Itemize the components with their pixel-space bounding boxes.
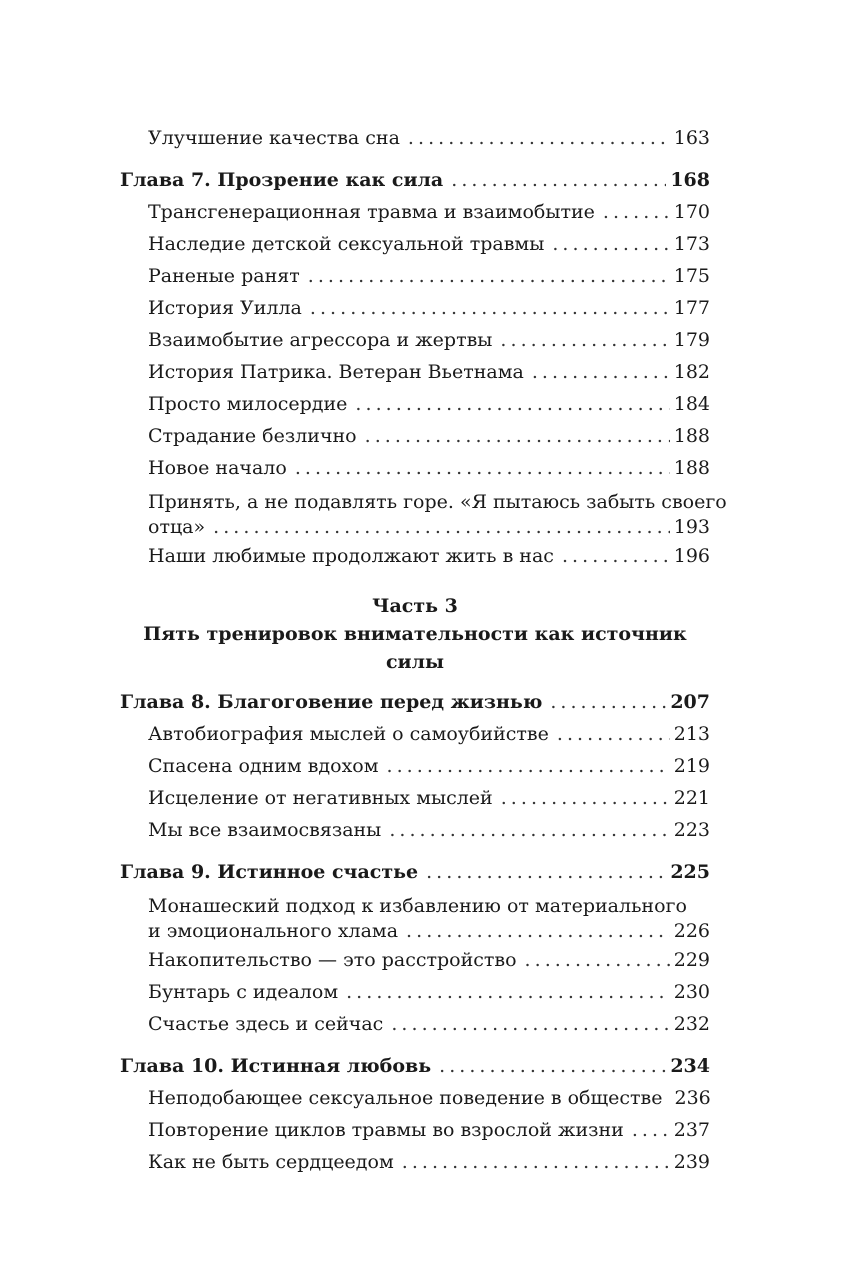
toc-entry-title: Счастье здесь и сейчас [148,1013,384,1035]
toc-entry-page: 232 [673,1013,710,1035]
toc-entry [120,122,710,154]
dot-leader [632,1114,670,1146]
toc-entry-page: 237 [673,1119,710,1141]
part-heading [120,592,710,676]
dot-leader [402,1146,670,1178]
dot-leader [308,260,670,292]
dot-leader [365,420,670,452]
toc-entry-page: 213 [673,723,710,745]
dot-leader [501,782,670,814]
chapter-page: 207 [670,691,710,713]
toc-entry-page: 182 [673,361,710,383]
toc-entry-multiline [120,490,727,540]
toc-entry-title: Трансгенерационная травма и взаимобытие [148,201,595,223]
dot-leader [406,918,670,944]
toc-entry-page: 229 [673,949,710,971]
toc-entry [120,292,710,324]
toc-entry-title-line1: Монашеский подход к избавлению от материального [148,895,687,917]
toc-entry-page: 173 [673,233,710,255]
toc-entry-title: Наследие детской сексуальной травмы [148,233,545,255]
toc-entry [120,196,710,228]
toc-entry-page: 170 [673,201,710,223]
toc-entry-multiline [120,894,710,944]
dot-leader [355,388,669,420]
toc-entry-title: Бунтарь с идеалом [148,981,339,1003]
toc-entry [120,750,710,782]
toc-entry-page: 184 [673,393,710,415]
toc-entry-title: Исцеление от негативных мыслей [148,787,493,809]
toc-entry-title: Наши любимые продолжают жить в нас [148,545,554,567]
toc-entry [120,976,710,1008]
toc-entry-page: 226 [673,920,710,942]
toc-chapter-8 [120,686,710,718]
dot-leader [426,856,666,888]
toc-entry-page: 188 [673,457,710,479]
dot-leader [408,122,670,154]
toc-entry-title: Спасена одним вдохом [148,755,379,777]
toc-entry [120,324,710,356]
toc-entry-page: 239 [673,1151,710,1173]
toc-entry [120,718,710,750]
chapter-title: Глава 9. Истинное счастье [120,861,419,883]
toc-entry-title-line1: Принять, а не подавлять горе. «Я пытаюсь забыть своего [148,491,727,513]
chapter-page: 225 [670,861,710,883]
dot-leader [295,452,670,484]
toc-entry-title: Автобиография мыслей о самоубийстве [148,723,549,745]
toc-entry [120,452,710,484]
toc-chapter-10 [120,1050,710,1082]
toc-entry-title: История Уилла [148,297,302,319]
dot-leader [552,228,669,260]
toc-entry-continuation [148,918,710,944]
dot-leader [310,292,670,324]
dot-leader [389,814,669,846]
toc-entry-title-line2: и эмоционального хлама [148,920,399,942]
toc-entry-page: 179 [673,329,710,351]
toc-entry [120,1146,710,1178]
toc-entry-title: Страдание безлично [148,425,357,447]
toc-entry [120,1114,710,1146]
chapter-title: Глава 7. Прозрение как сила [120,169,444,191]
toc-entry [120,814,710,846]
dot-leader [346,976,670,1008]
toc-entry-title: Просто милосердие [148,393,348,415]
toc-entry-title: Улучшение качества сна [148,127,400,149]
toc-entry-title: Накопительство — это расстройство [148,949,517,971]
table-of-contents [120,122,727,1178]
toc-entry [120,388,710,420]
toc-entry [120,228,710,260]
toc-chapter-9 [120,856,710,888]
toc-entry-page: 177 [673,297,710,319]
toc-entry [120,1008,710,1040]
toc-entry [120,540,710,572]
chapter-title: Глава 10. Истинная любовь [120,1055,432,1077]
dot-leader [500,324,669,356]
toc-entry [120,356,710,388]
toc-entry-page: 221 [673,787,710,809]
chapter-page: 168 [670,169,710,191]
toc-entry [120,420,710,452]
dot-leader [439,1050,666,1082]
toc-entry-title: Как не быть сердцеедом [148,1151,394,1173]
toc-entry-title: Мы все взаимосвязаны [148,819,382,841]
toc-entry [120,260,710,292]
dot-leader [391,1008,669,1040]
toc-entry-page: 175 [673,265,710,287]
dot-leader [525,944,670,976]
dot-leader [213,514,670,540]
chapter-title: Глава 8. Благоговение перед жизнью [120,691,543,713]
dot-leader [550,686,666,718]
toc-entry [120,782,710,814]
dot-leader [562,540,670,572]
toc-entry-page: 196 [673,545,710,567]
toc-entry-title: Новое начало [148,457,287,479]
toc-entry-page: 188 [673,425,710,447]
toc-entry-title-line2: отца» [148,516,206,538]
dot-leader [451,164,666,196]
toc-chapter-7 [120,164,710,196]
toc-entry-page: 230 [673,981,710,1003]
toc-entry-page: 193 [673,516,710,538]
toc-entry [120,1082,710,1114]
toc-entry-page: 219 [673,755,710,777]
chapter-page: 234 [670,1055,710,1077]
toc-entry-continuation [148,514,710,540]
toc-entry-title: История Патрика. Ветеран Вьетнама [148,361,524,383]
toc-entry-page: 223 [673,819,710,841]
dot-leader [387,750,670,782]
part-title: Часть 3 [372,595,458,617]
part-subtitle: Пять тренировок внимательности как источник силы [143,623,687,673]
toc-entry-title: Неподобающее сексуальное поведение в обществе [148,1087,663,1109]
dot-leader [557,718,670,750]
toc-entry-page: 163 [673,127,710,149]
toc-entry-title: Взаимобытие агрессора и жертвы [148,329,493,351]
dot-leader [532,356,670,388]
dot-leader [603,196,670,228]
toc-entry-title: Раненые ранят [148,265,300,287]
toc-entry [120,944,710,976]
toc-entry-title: Повторение циклов травмы во взрослой жизни [148,1119,624,1141]
toc-entry-page: 236 [674,1087,711,1109]
